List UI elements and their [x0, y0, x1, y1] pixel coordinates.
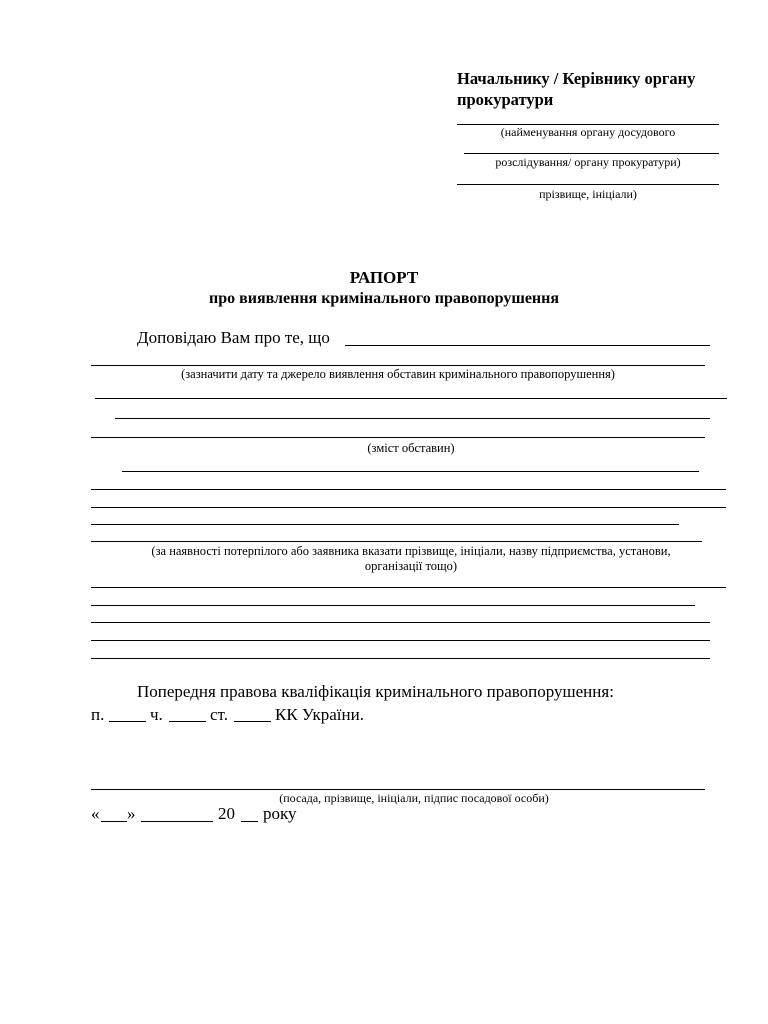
victim-field-line-3[interactable]: [91, 622, 710, 623]
content-caption: (зміст обставин): [367, 441, 455, 455]
content-field-line-2[interactable]: [91, 489, 726, 490]
qualification-st-field[interactable]: [234, 721, 271, 722]
victim-caption-1: (за наявності потерпілого або заявника вказати прізвище, ініціали, назву підприємства, установи,: [151, 544, 671, 558]
date-year-prefix: 20: [218, 804, 235, 823]
qualification-p-label: п.: [91, 705, 105, 724]
report-field-line-1[interactable]: [345, 345, 710, 346]
qualification-st-label: ст.: [210, 705, 228, 724]
signature-field-line[interactable]: [91, 789, 705, 790]
qualification-p-field[interactable]: [109, 721, 146, 722]
date-source-caption: (зазначити дату та джерело виявлення обставин кримінального правопорушення): [181, 367, 615, 381]
date-year-suffix: року: [263, 804, 297, 823]
report-intro-text: Доповідаю Вам про те, що: [137, 328, 330, 347]
report-field-line-5[interactable]: [91, 437, 705, 438]
victim-field-line-2[interactable]: [91, 605, 695, 606]
org-name-field-line-2[interactable]: [464, 153, 719, 154]
org-name-caption-1: (найменування органу досудового: [500, 125, 676, 139]
qualification-heading: Попередня правова кваліфікація кримінального правопорушення:: [137, 682, 614, 701]
date-open-quote: «: [91, 804, 100, 823]
signature-caption: (посада, прізвище, ініціали, підпис посадової особи): [279, 791, 549, 805]
victim-field-line-1[interactable]: [91, 587, 726, 588]
date-close-quote: »: [127, 804, 136, 823]
addressee-heading: [457, 68, 747, 110]
addressee-line-1: Начальнику / Керівнику органу: [457, 69, 696, 88]
document-title: РАПОРТ: [349, 268, 419, 287]
victim-field-line-5[interactable]: [91, 658, 710, 659]
content-field-line-3[interactable]: [91, 507, 726, 508]
qualification-ch-field[interactable]: [169, 721, 206, 722]
victim-caption-2: організації тощо): [364, 559, 458, 573]
document-subtitle: про виявлення кримінального правопорушення: [208, 290, 560, 307]
addressee-name-field-line[interactable]: [457, 184, 719, 185]
date-month-field[interactable]: [141, 821, 213, 822]
date-day-field[interactable]: [101, 821, 127, 822]
qualification-code-label: КК України.: [275, 705, 364, 724]
org-name-caption-2: розслідування/ органу прокуратури): [495, 155, 681, 169]
content-field-line-5[interactable]: [91, 541, 702, 542]
addressee-line-2: прокуратури: [457, 90, 554, 109]
report-field-line-3[interactable]: [95, 398, 727, 399]
report-field-line-2[interactable]: [91, 365, 705, 366]
addressee-name-caption: прізвище, ініціали): [539, 187, 637, 201]
content-field-line-1[interactable]: [122, 471, 699, 472]
victim-field-line-4[interactable]: [91, 640, 710, 641]
date-year-field[interactable]: [241, 821, 258, 822]
qualification-ch-label: ч.: [150, 705, 163, 724]
report-field-line-4[interactable]: [115, 418, 710, 419]
content-field-line-4[interactable]: [91, 524, 679, 525]
